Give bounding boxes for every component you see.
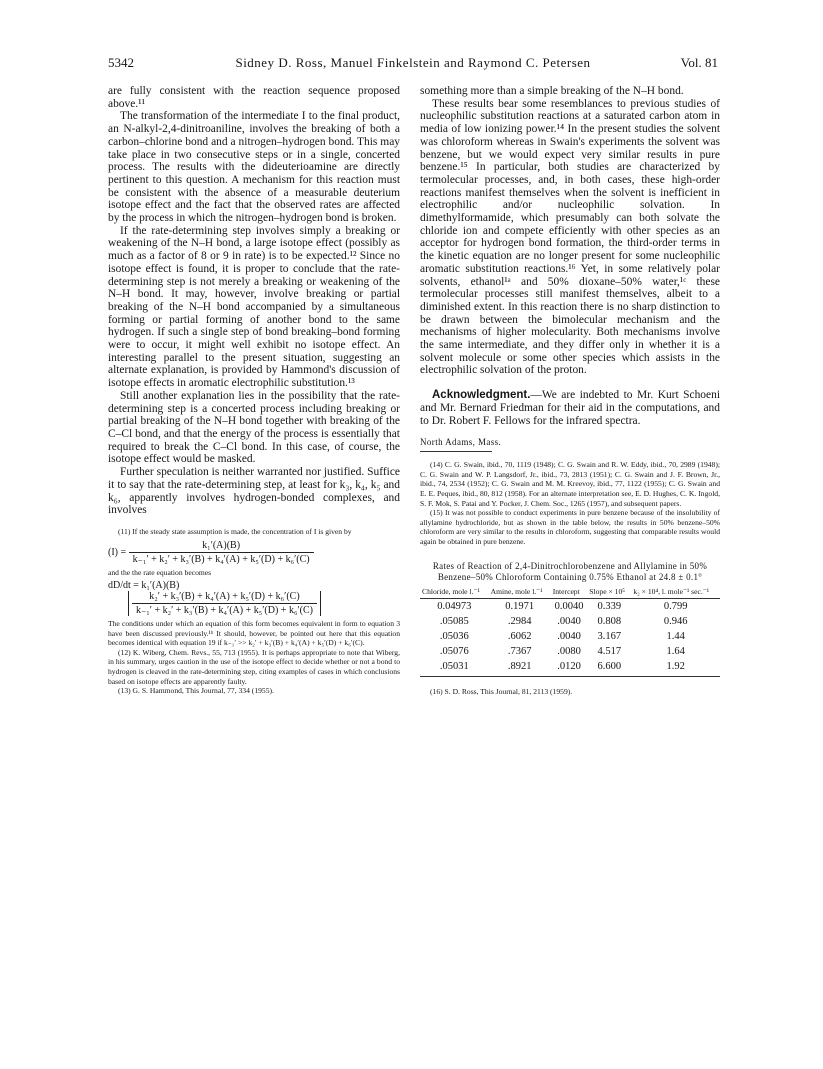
equation-2-lhs: dD/dt = k₁′(A)(B) — [108, 580, 180, 592]
footnote-16: (16) S. D. Ross, This Journal, 81, 2113 (1959). — [430, 686, 573, 696]
table-cell: 0.339 — [597, 600, 622, 612]
table-header: Amine, mole l.⁻¹ — [489, 588, 551, 599]
footnote-15: (15) It was not possible to conduct experiments in pure benzene because of the insolubility of allylamine hydrochloride, but as shown in the table below, the results in 50% benzene–50% chloroform are very similar to the results in chloroform, suggesting that comparable results would again be obtained in pure benzene. — [420, 508, 720, 547]
table-cell: 0.04973 — [437, 600, 472, 612]
table-cell: .05085 — [439, 615, 469, 627]
table-caption: Rates of Reaction of 2,4-Dinitrochlorobenzene and Allylamine in 50% Benzene–50% Chloroform Containing 0.75% Ethanol at 24.8 ± 0.1° — [432, 560, 708, 583]
table-cell: 1.44 — [666, 630, 685, 642]
footnote-12: (12) K. Wiberg, Chem. Revs., 55, 713 (1955). It is perhaps appropriate to note that Wiberg, in his summary, urges caution in the use of the isotope effect to decide whether or not a bond to hydrogen is cleaved in the rate-determining step, citing examples of cases in which conclusions based on isotope effects are apparently faulty. — [108, 647, 400, 686]
table-cell: 0.799 — [663, 600, 688, 612]
table-cell: 3.167 — [597, 630, 622, 642]
table-row — [420, 644, 720, 659]
table-cell: 0.808 — [597, 615, 622, 627]
equation-1-denominator: k₋₁′ + k₂′ + k₃′(B) + k₄′(A) + k₅′(D) + k₆′(C) — [132, 553, 310, 565]
table-row — [420, 598, 720, 614]
paragraph: are fully consistent with the reaction sequence proposed above.¹¹ — [108, 85, 400, 110]
table-cell: .05036 — [439, 630, 469, 642]
authors-header: Sidney D. Ross, Manuel Finkelstein and Raymond C. Petersen — [235, 55, 591, 70]
table-cell: .05076 — [439, 645, 469, 657]
table-cell: .7367 — [507, 645, 532, 657]
paragraph: something more than a simple breaking of the N–H bond. — [420, 85, 684, 97]
equation-2 — [108, 580, 400, 616]
right-column — [420, 85, 720, 696]
page-number: 5342 — [108, 55, 134, 70]
footnote-14: (14) C. G. Swain, ibid., 70, 1119 (1948); C. G. Swain and R. W. Eddy, ibid., 70, 2989 (1948); C. G. Swain and W. P. Langsdorf, Jr., ibid., 73, 2813 (1951); C. G. Swain and J. F. Brown, Jr., ibid., 74, 2534 (1952); C. G. Swain and M. M. Kreevoy, ibid., 77, 1122 (1955); C. G. Swain and E. E. Peques, ibid., 80, 812 (1958). For an alternate interpretation see, E. D. Hughes, C. K. Ingold, S. F. Mok, S. Patai and Y. Pocker, J. Chem. Soc., 1265 (1957), and subsequent papers. — [420, 460, 720, 508]
table-header: Intercept — [551, 588, 588, 599]
table-row — [420, 659, 720, 674]
acknowledgment — [420, 389, 720, 427]
equation-1-numerator: k₁′(A)(B) — [129, 540, 314, 553]
footnote-13: (13) G. S. Hammond, This Journal, 77, 334 (1955). — [118, 686, 274, 696]
table-cell: .05031 — [439, 660, 469, 672]
table-cell: 0.0040 — [554, 600, 584, 612]
table-cell: .0120 — [557, 660, 581, 672]
rates-table — [420, 588, 720, 674]
author-location: North Adams, Mass. — [420, 437, 502, 448]
running-header — [108, 55, 718, 77]
equation-2-numerator: k₂′ + k₃′(B) + k₄′(A) + k₅′(D) + k₆′(C) — [132, 591, 317, 604]
left-column — [108, 85, 400, 696]
paragraph: These results bear some resemblances to previous studies of nucleophilic substitution reactions at a saturated carbon atom in media of low ionizing power.¹⁴ In the present studies the solvent was chloroform whereas in Swain's experiments the solvent was benzene, but we would expect very similar results in pure benzene.¹⁵ In particular, both studies are characterized by termolecular processes, and, in both cases, these high-order reactions manifest themselves when the solvent is inefficient in electrophilic and/or nucleophilic solvation. In dimethylformamide, which presumably can both solvate the chloride ion and compete efficiently with other species as an acceptor for hydrogen bond formation, the third-order terms in the kinetic equation are no longer present for some nucleophilic aromatic substitution reactions.¹⁶ Yet, in some relatively polar solvents, ethanol¹ᵃ and 50% dioxane–50% water,¹ᶜ these termolecular processes still manifest themselves, albeit to a diminished extent. In this reaction there is no sharp distinction to be drawn between the bimolecular mechanism and the mechanisms of higher molecularity. Both mechanisms involve the same intermediate, and they differ only in whether it is a solvent molecule or some other species which assists in the electrophilic solvation of the proton. — [420, 97, 720, 377]
table-cell: .0040 — [557, 615, 581, 627]
footnote-11: (11) If the steady state assumption is made, the concentration of I is given by — [118, 526, 352, 536]
table-row — [420, 614, 720, 629]
equation-2-denominator: k₋₁′ + k₂′ + k₃′(B) + k₄′(A) + k₅′(D) + k₆′(C) — [136, 605, 313, 617]
footnote-11-end: The conditions under which an equation of this form becomes equivalent in form to equation 3 have been discussed previously.¹ᵇ It should, however, be pointed out here that this equation becomes identical with equation 19 if k₋₁′ >> k₂′ + k₃′(B) + k₄′(A) + k₅′(D) + k₆′(C). — [108, 619, 400, 648]
footnote-11-text: and the the rate equation becomes — [108, 567, 212, 577]
table-cell: 0.946 — [663, 615, 688, 627]
equation-1 — [108, 540, 400, 565]
table-header: Chloride, mole l.⁻¹ — [420, 588, 489, 599]
table-header: Slope × 10⁵ — [587, 588, 631, 599]
table-cell: .2984 — [507, 615, 532, 627]
equation-1-label: (I) = — [108, 546, 127, 558]
table-row — [420, 629, 720, 644]
acknowledgment-text: —We are indebted to Mr. Kurt Schoeni and Mr. Bernard Friedman for their aid in the computations, and to Dr. Robert F. Fellows for the infrared spectra. — [420, 389, 720, 427]
footnote-rule — [420, 451, 492, 452]
paragraph: Further speculation is neither warranted nor justified. Suffice it to say that the rate-determining step, at least for k₃, k₄, k₅ and k₆, apparently involves hydrogen-bonded complexes, and involves — [108, 466, 400, 517]
acknowledgment-title: Acknowledgment. — [432, 389, 531, 402]
volume-number: Vol. 81 — [680, 55, 718, 70]
table-cell: 1.92 — [666, 660, 685, 672]
paragraph: The transformation of the intermediate I to the final product, an N-alkyl-2,4-dinitroaniline, involves the breaking of both a carbon–chlorine bond and a nitrogen–hydrogen bond. This may take place in two consecutive steps or in a single, concerted process. The results with the dideuterioamine are directly pertinent to this question. A mechanism for this reaction must be consistent with the absence of a measurable deuterium isotope effect and the fact that the observed rates are affected by the process in which the nitrogen–hydrogen bond is broken. — [108, 110, 400, 225]
paragraph: If the rate-determining step involves simply a breaking or weakening of the N–H bond, a large isotope effect (possibly as much as a factor of 8 or 9 in rate) is to be expected.¹² Since no isotope effect is found, it is proper to conclude that the rate-determining step is not merely a breaking or weakening of the N–H bond. It may, however, involve breaking or partial breaking of the N–H bond accompanied by a simultaneous forming or partial forming of another bond to the same hydrogen. If such a single step of bond breaking–bond forming were to occur, it might well exhibit no isotope effect. An interesting parallel to the present situation, suggesting an alternate explanation, is provided by Hammond's discussion of isotope effects in aromatic electrophilic substitution.¹³ — [108, 224, 400, 390]
table-header-row — [420, 588, 720, 599]
table-cell: .8921 — [507, 660, 532, 672]
table-header: k₂ × 10⁴, l. mole⁻¹ sec.⁻¹ — [631, 588, 720, 599]
table-cell: 1.64 — [666, 645, 685, 657]
table-cell: .0040 — [557, 630, 581, 642]
table-cell: 0.1971 — [505, 600, 535, 612]
table-cell: 4.517 — [597, 645, 622, 657]
table-cell: 6.600 — [597, 660, 622, 672]
table-cell: .6062 — [507, 630, 532, 642]
table-cell: .0080 — [557, 645, 581, 657]
paragraph: Still another explanation lies in the possibility that the rate-determining step is a concerted process including breaking or partial breaking of the N–H bond together with breaking of the C–Cl bond, and that the energy of the process is essentially that required to break the C–Cl bond. In this case, of course, the isotope effect would be masked. — [108, 389, 400, 466]
